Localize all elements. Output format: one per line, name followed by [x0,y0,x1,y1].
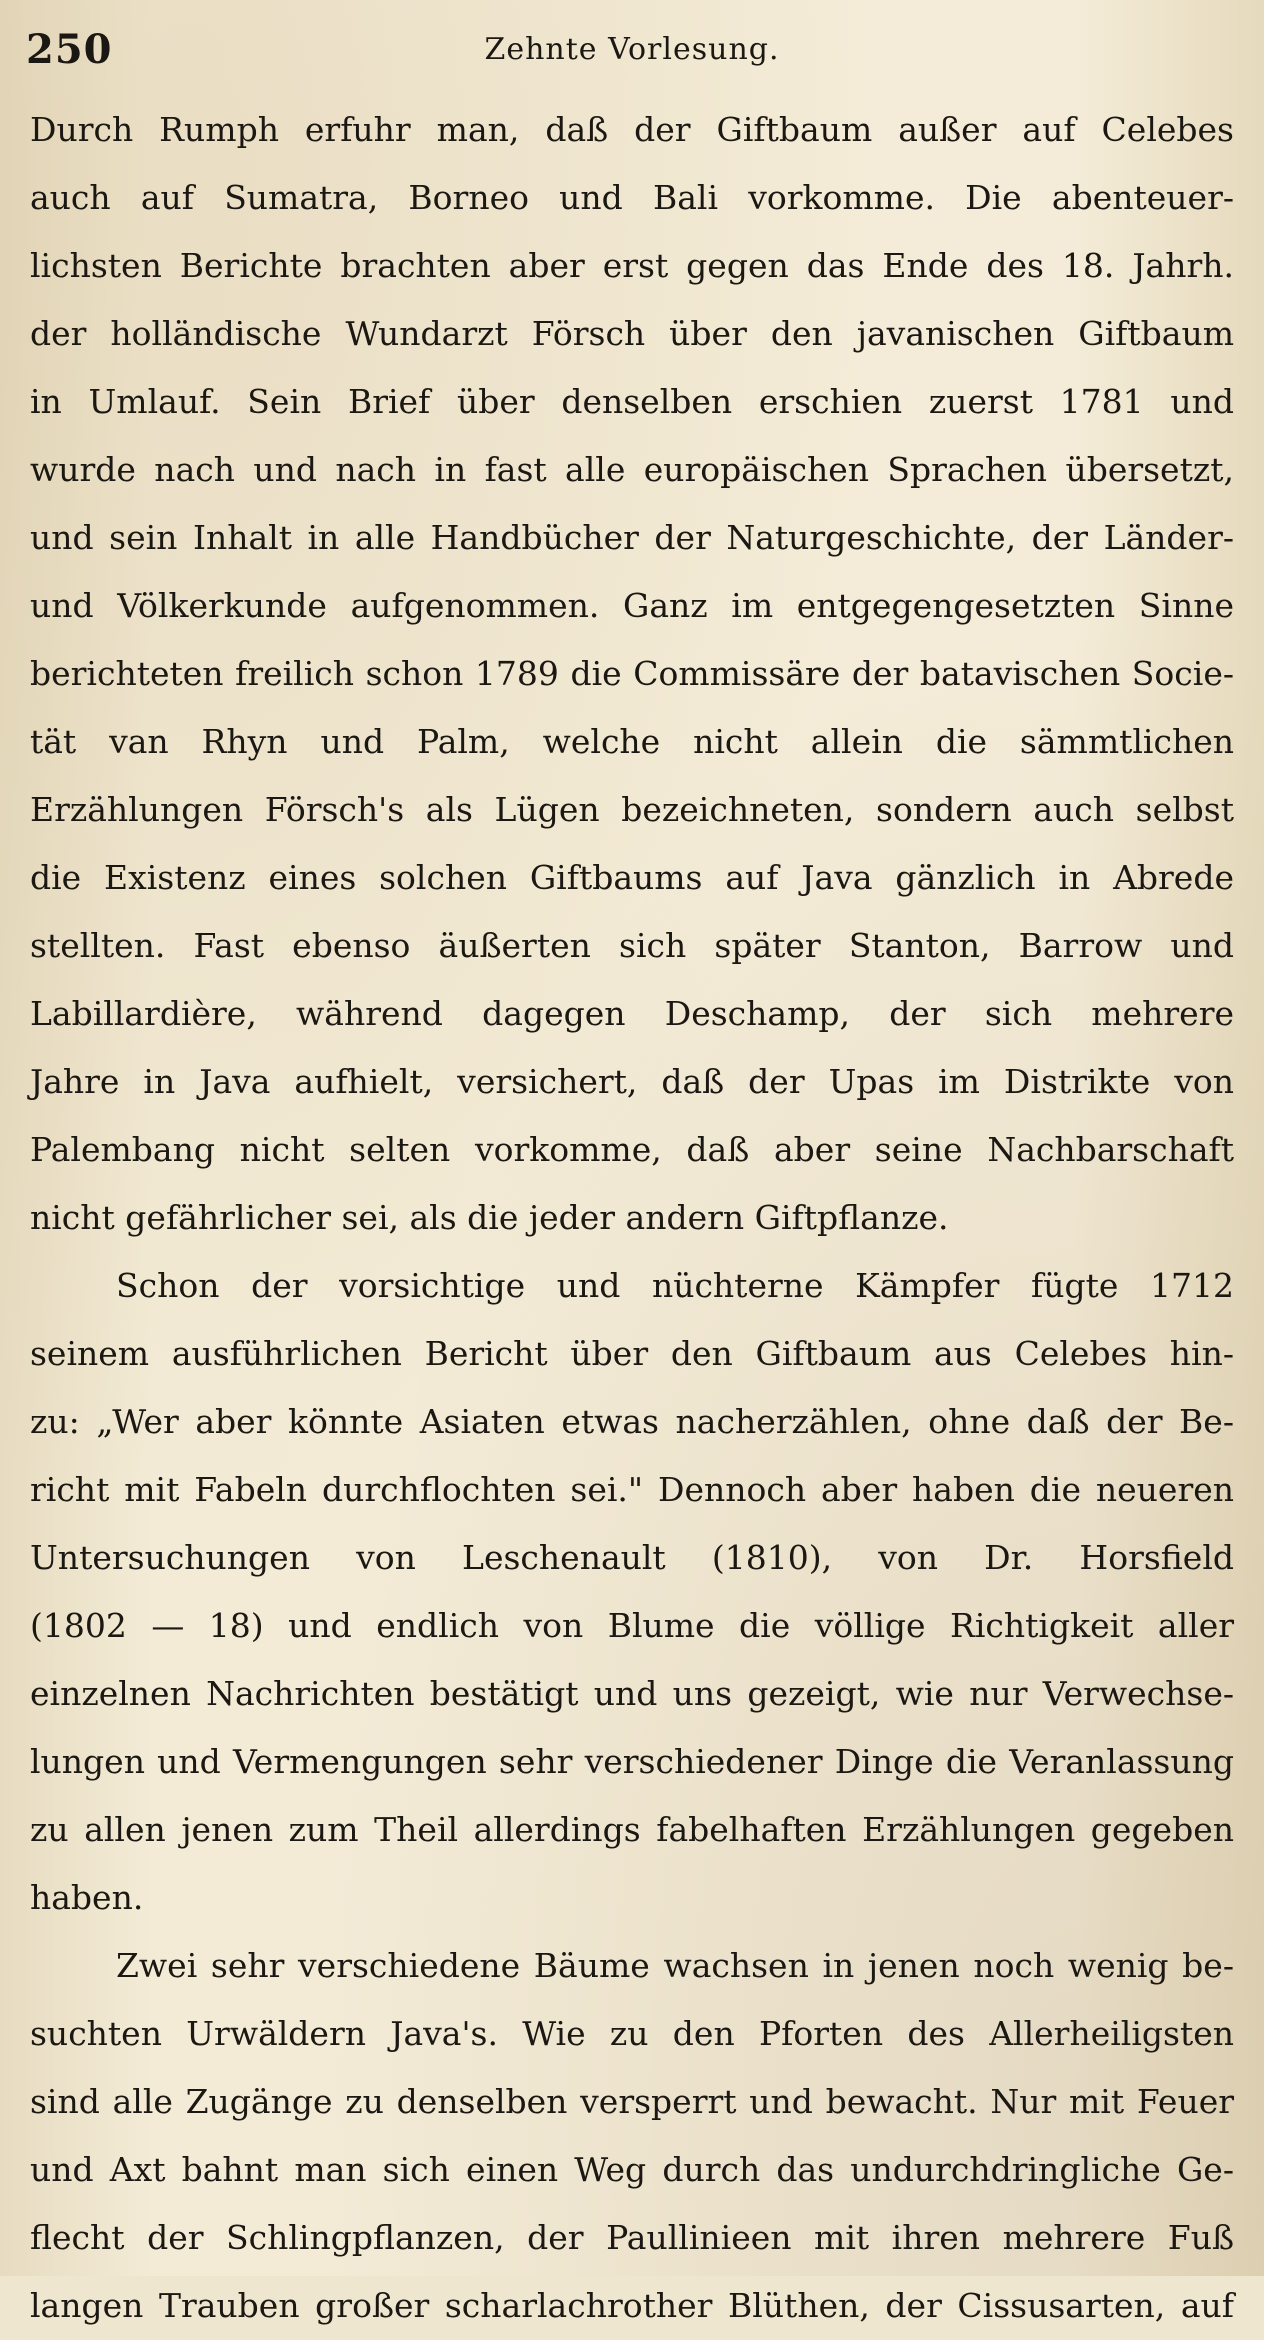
text-line: Zwei sehr verschiedene Bäume wachsen in jenen noch wenig be- [116,1946,1234,1985]
text-line: und Völkerkunde aufgenommen. Ganz im entgegengesetzten Sinne [30,586,1234,625]
text-line: Labillardière, während dagegen Deschamp, der sich mehrere [30,994,1234,1033]
page-number: 250 [26,26,113,73]
text-line: zu: „Wer aber könnte Asiaten etwas nacherzählen, ohne daß der Be- [30,1402,1234,1441]
text-line: nicht gefährlicher sei, als die jeder andern Giftpflanze. [30,1198,949,1237]
text-line: seinem ausführlichen Bericht über den Giftbaum aus Celebes hin- [30,1334,1234,1373]
text-line: (1802 — 18) und endlich von Blume die völlige Richtigkeit aller [30,1606,1234,1645]
text-line: zu allen jenen zum Theil allerdings fabelhaften Erzählungen gegeben [30,1810,1234,1849]
text-line: Durch Rumph erfuhr man, daß der Giftbaum außer auf Celebes [30,110,1234,149]
text-line: stellten. Fast ebenso äußerten sich später Stanton, Barrow und [30,926,1234,965]
text-line: suchten Urwäldern Java's. Wie zu den Pforten des Allerheiligsten [30,2014,1234,2053]
text-line: lungen und Vermengungen sehr verschiedener Dinge die Veranlassung [30,1742,1234,1781]
text-line: Erzählungen Försch's als Lügen bezeichneten, sondern auch selbst [30,790,1234,829]
text-line: Jahre in Java aufhielt, versichert, daß der Upas im Distrikte von [30,1062,1234,1101]
text-line: in Umlauf. Sein Brief über denselben erschien zuerst 1781 und [30,382,1234,421]
text-line: der holländische Wundarzt Försch über den javanischen Giftbaum [30,314,1234,353]
text-line: die Existenz eines solchen Giftbaums auf Java gänzlich in Abrede [30,858,1234,897]
text-line: Untersuchungen von Leschenault (1810), von Dr. Horsfield [30,1538,1234,1577]
text-line: und sein Inhalt in alle Handbücher der Naturgeschichte, der Länder- [30,518,1234,557]
page-header [26,18,1238,84]
text-line: und Axt bahnt man sich einen Weg durch das undurchdringliche Ge- [30,2150,1234,2189]
text-line: auch auf Sumatra, Borneo und Bali vorkomme. Die abenteuer- [30,178,1234,217]
text-line: wurde nach und nach in fast alle europäischen Sprachen übersetzt, [30,450,1234,489]
text-line: langen Trauben großer scharlachrother Blüthen, der Cissusarten, auf [30,2286,1234,2325]
text-line: flecht der Schlingpflanzen, der Paullinieen mit ihren mehrere Fuß [30,2218,1234,2257]
text-line: haben. [30,1878,144,1917]
text-line: berichteten freilich schon 1789 die Commissäre der batavischen Socie- [30,654,1234,693]
text-line: sind alle Zugänge zu denselben versperrt und bewacht. Nur mit Feuer [30,2082,1234,2121]
text-line: lichsten Berichte brachten aber erst gegen das Ende des 18. Jahrh. [30,246,1234,285]
text-line: tät van Rhyn und Palm, welche nicht allein die sämmtlichen [30,722,1234,761]
body-text [30,96,1234,2340]
text-line: Schon der vorsichtige und nüchterne Kämpfer fügte 1712 [116,1266,1234,1305]
running-head: Zehnte Vorlesung. [484,32,780,67]
text-line: einzelnen Nachrichten bestätigt und uns gezeigt, wie nur Verwechse- [30,1674,1234,1713]
text-line: richt mit Fabeln durchflochten sei." Dennoch aber haben die neueren [30,1470,1234,1509]
text-line: Palembang nicht selten vorkomme, daß aber seine Nachbarschaft [30,1130,1234,1169]
